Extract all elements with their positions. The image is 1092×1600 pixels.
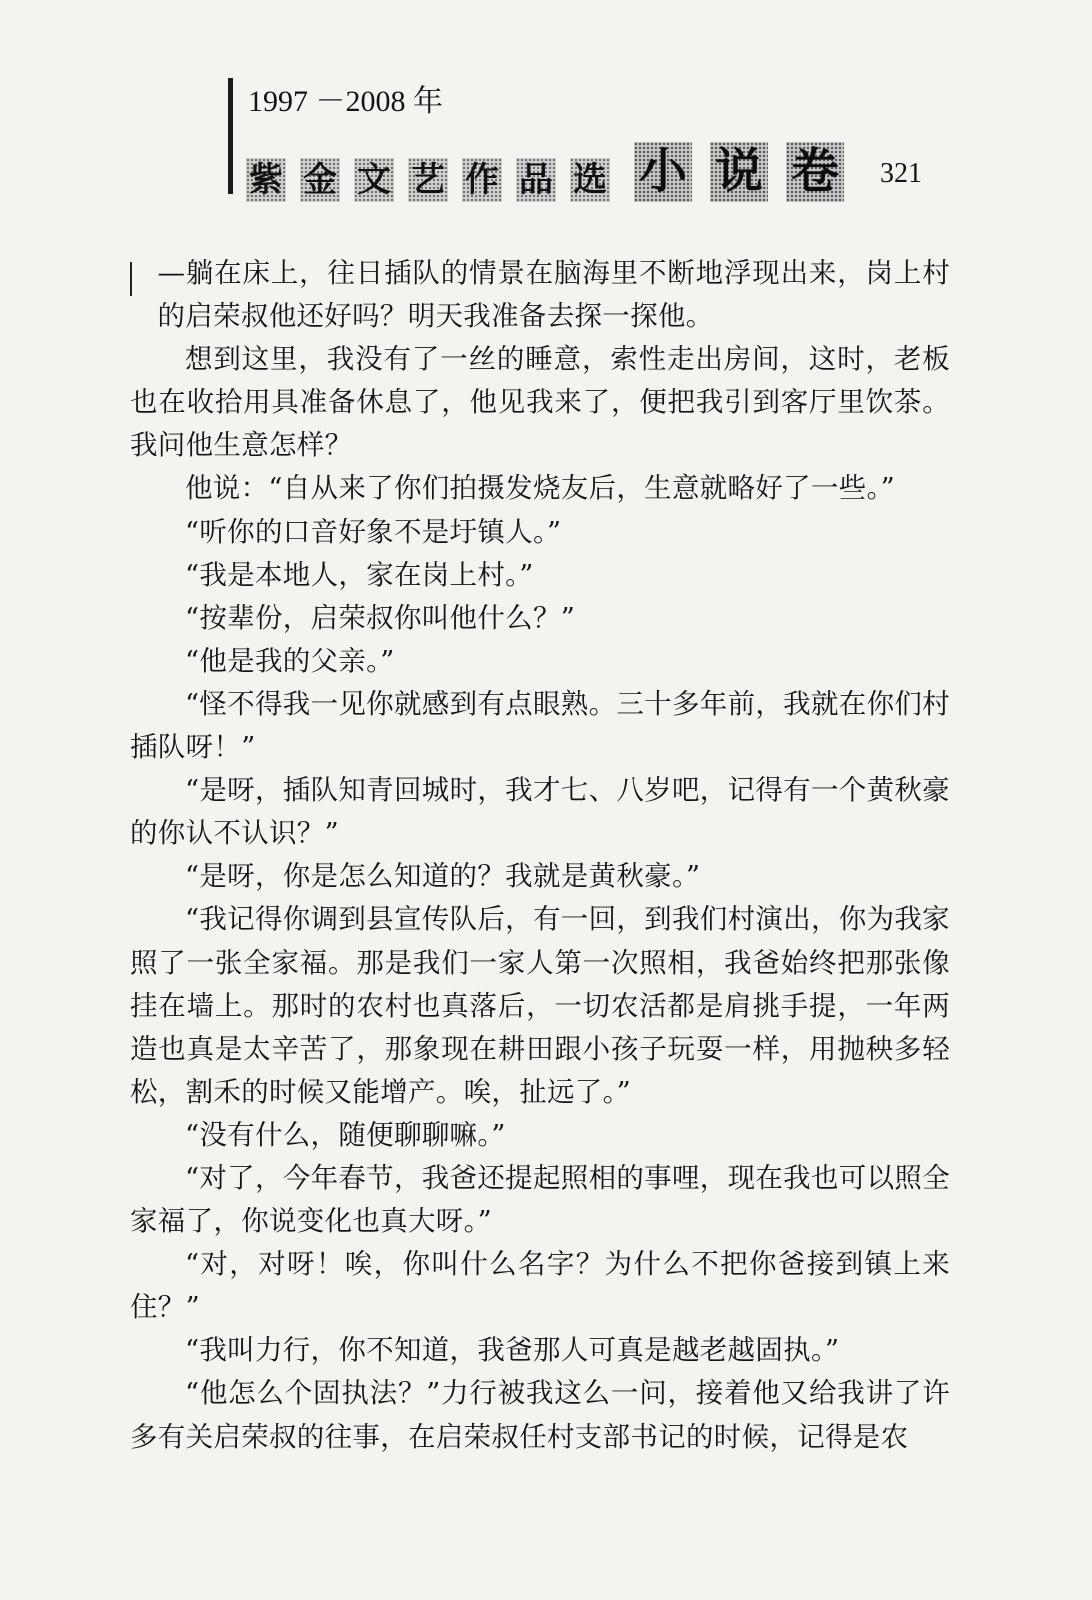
paragraph: “是呀，插队知青回城时，我才七、八岁吧，记得有一个黄秋豪的你认不认识？”: [130, 774, 950, 850]
paragraph: “我记得你调到县宣传队后，有一回，到我们村演出，你为我家照了一张全家福。那是我们一家人第一次照相，我爸始终把那张像挂在墙上。那时的农村也真落后，一切农活都是肩挑手提，一年两造也真是太辛苦了，那象现在耕田跟小孩子玩耍一样，用抛秧多轻松，割禾的时候又能增产。唉，扯远了。”: [130, 903, 950, 1108]
paragraph: “他是我的父亲。”: [185, 644, 395, 677]
paragraph: “听你的口音好象不是圩镇人。”: [185, 515, 562, 548]
paragraph: “他怎么个固执法？”力行被我这么一问，接着他又给我讲了许多有关启荣叔的往事，在启荣叔任村支部书记的时候，记得是农: [130, 1377, 950, 1453]
paragraph: “是呀，你是怎么知道的？我就是黄秋豪。”: [185, 860, 701, 893]
paragraph: —躺在床上，往日插队的情景在脑海里不断地浮现出来，岗上村的启荣叔他还好吗？明天我准备去探一探他。: [157, 257, 950, 333]
header-vertical-rule: [228, 78, 233, 194]
page-number: 321: [880, 158, 922, 189]
paragraph: “怪不得我一见你就感到有点眼熟。三十多年前，我就在你们村插队呀！”: [130, 687, 950, 764]
paragraph: “我是本地人，家在岗上村。”: [185, 558, 534, 591]
paragraph: “对了，今年春节，我爸还提起照相的事哩，现在我也可以照全家福了，你说变化也真大呀。”: [130, 1161, 950, 1238]
year-range: 1997 －2008 年: [248, 85, 443, 118]
running-header: [228, 70, 948, 200]
paragraph: “对，对呀！唉，你叫什么名字？为什么不把你爸接到镇上来住？”: [130, 1248, 950, 1324]
paragraph: “按辈份，启荣叔你叫他什么？”: [185, 601, 576, 634]
volume-title-char: 卷: [786, 142, 844, 202]
paragraph: “没有什么，随便聊聊嘛。”: [185, 1118, 506, 1151]
series-title: [246, 142, 852, 202]
series-title-char: 选: [570, 158, 610, 202]
series-title-char: 作: [462, 158, 502, 202]
volume-title-char: 小: [634, 142, 692, 202]
paragraph: “我叫力行，你不知道，我爸那人可真是越老越固执。”: [185, 1334, 840, 1367]
series-title-char: 紫: [246, 158, 286, 202]
series-title-char: 品: [516, 158, 556, 202]
body-text: [130, 252, 950, 1459]
paragraph: 他说：“自从来了你们拍摄发烧友后，生意就略好了一些。”: [185, 472, 895, 505]
series-title-char: 金: [300, 158, 340, 202]
volume-title-char: 说: [710, 142, 768, 202]
paragraph: 想到这里，我没有了一丝的睡意，索性走出房间，这时，老板也在收拾用具准备休息了，他见我来了，便把我引到客厅里饮茶。我问他生意怎样？: [130, 343, 950, 462]
series-title-char: 艺: [408, 158, 448, 202]
series-title-char: 文: [354, 158, 394, 202]
